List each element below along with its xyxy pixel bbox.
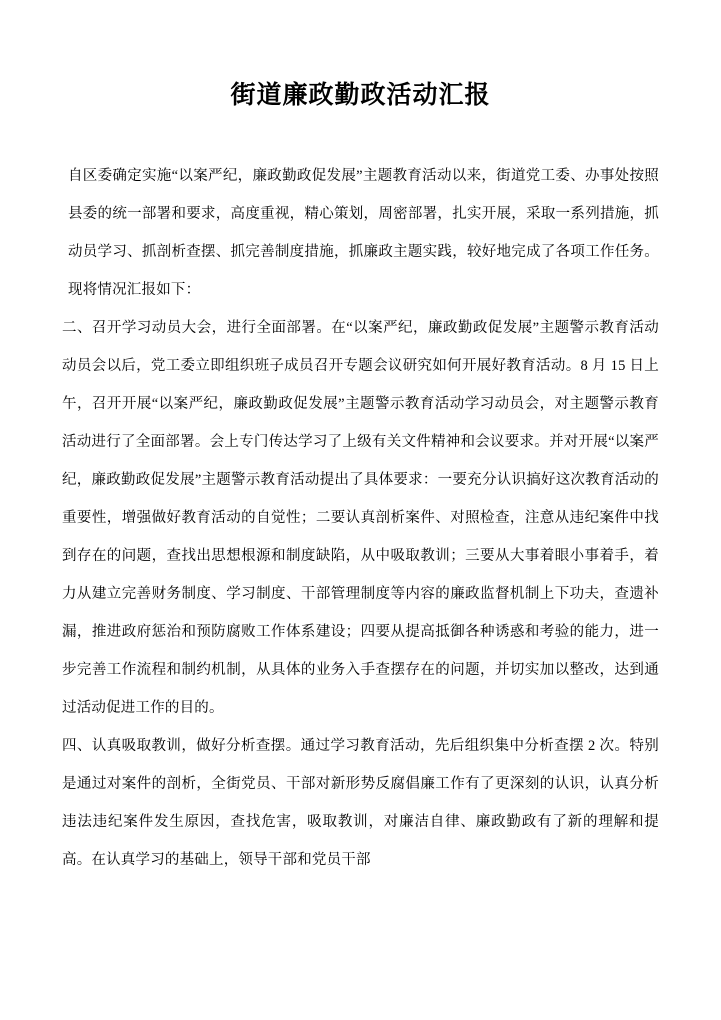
document-body <box>62 157 659 879</box>
page-title: 街道廉政勤政活动汇报 <box>230 82 491 109</box>
paragraph: 自区委确定实施“以案严纪，廉政勤政促发展”主题教育活动以来，街道党工委、办事处按照县委的统一部署和要求，高度重视，精心策划，周密部署，扎实开展，采取一系列措施，抓动员学习、抓剖析查摆、抓完善制度措施，抓廉政主题实践，较好地完成了各项工作任务。现将情况汇报如下： <box>68 168 659 298</box>
paragraph: 四、认真吸取教训，做好分析查摆。通过学习教育活动，先后组织集中分析查摆 2 次。特别是通过对案件的剖析，全街党员、干部对新形势反腐倡廉工作有了更深刻的认识，认真分析违法违纪案件发生原因，查找危害，吸取教训，对廉洁自律、廉政勤政有了新的理解和提高。在认真学习的基础上，领导干部和党员干部 <box>62 738 659 868</box>
paragraph: 二、召开学习动员大会，进行全面部署。在“以案严纪，廉政勤政促发展”主题警示教育活动动员会以后，党工委立即组织班子成员召开专题会议研究如何开展好教育活动。8 月 15 日上午，召开开展“以案严纪，廉政勤政促发展”主题警示教育活动学习动员会，对主题警示教育活动进行了全面部署。会上专门传达学习了上级有关文件精神和会议要求。并对开展“以案严纪，廉政勤政促发展”主题警示教育活动提出了具体要求：一要充分认识搞好这次教育活动的重要性，增强做好教育活动的自觉性；二要认真剖析案件、对照检查，注意从违纪案件中找到存在的问题，查找出思想根源和制度缺陷，从中吸取教训；三要从大事着眼小事着手，着力从建立完善财务制度、学习制度、干部管理制度等内容的廉政监督机制上下功夫，查遗补漏，推进政府惩治和预防腐败工作体系建设；四要从提高抵御各种诱惑和考验的能力，进一步完善工作流程和制约机制，从具体的业务入手查摆存在的问题，并切实加以整改，达到通过活动促进工作的目的。 <box>62 320 659 716</box>
